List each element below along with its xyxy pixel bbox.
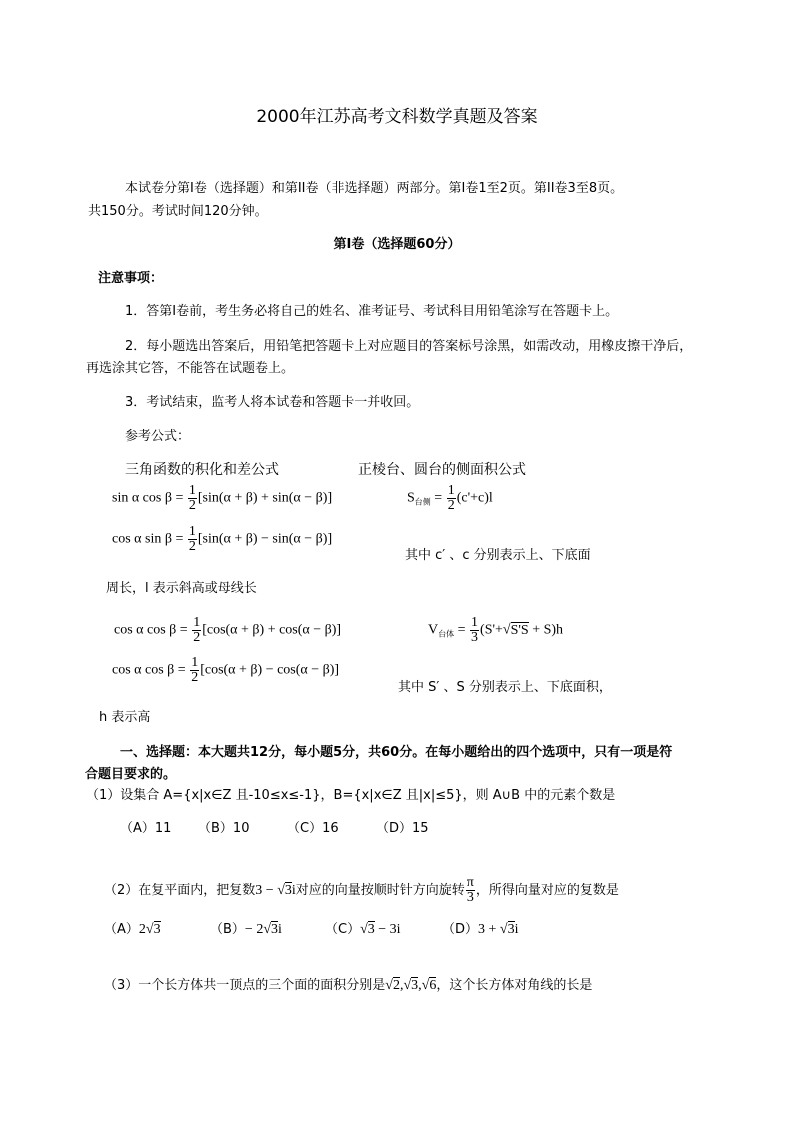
fraction: $\frac{1}{2}$ xyxy=(191,655,199,685)
notice-heading: 注意事项： xyxy=(98,271,164,286)
formulas-heading: 参考公式： xyxy=(125,429,191,444)
fraction: $\frac{1}{3}$ xyxy=(471,615,479,645)
volume-note: 其中 S′ 、S 分别表示上、下底面积， xyxy=(398,680,612,695)
question-1: （1）设集合 A={x|x∈Z 且-10≤x≤-1}，B={x|x∈Z 且|x|≤5}，则 A∪B 中的元素个数是 xyxy=(86,788,616,803)
fraction: $\frac{1}{2}$ xyxy=(193,615,201,645)
notice-item-2-cont: 再选涂其它答，不能答在试题卷上。 xyxy=(86,361,295,376)
formula-lateral-area: $S_{台侧}$ = $\frac{1}{2}$ (c'+c)l xyxy=(407,483,493,513)
formula-rhs: [sin(α + β) + sin(α − β)] xyxy=(197,490,333,506)
frustum-heading: 正棱台、圆台的侧面积公式 xyxy=(358,462,526,478)
notice-item-1: 1．答第I卷前，考生务必将自己的姓名、准考证号、考试科目用铅笔涂写在答题卡上。 xyxy=(125,304,619,319)
q2-option-c: （C）√3 − 3i xyxy=(325,922,401,937)
q2-option-a: （A）2√3 xyxy=(104,922,161,937)
q2-option-d: （D）3 + √3i xyxy=(442,922,519,937)
lateral-area-note: 其中 c′ 、c 分别表示上、下底面 xyxy=(405,548,591,563)
formula-cos-cos-minus xyxy=(112,656,339,685)
notice-item-2: 2．每小题选出答案后，用铅笔把答题卡上对应题目的答案标号涂黑，如需改动，用橡皮擦干净后， xyxy=(125,339,693,354)
fraction: $\frac{1}{2}$ xyxy=(188,483,196,513)
formula-cos-cos-plus xyxy=(114,616,341,645)
q1-option-d: （D）15 xyxy=(376,821,429,836)
formula-lhs: cos α cos β = xyxy=(114,622,188,638)
formula-cos-sin xyxy=(112,525,332,554)
section1-heading: 一、选择题：本大题共12分，每小题5分，共60分。在每小题给出的四个选项中，只有一项是符 xyxy=(120,745,673,760)
formula-rhs: [sin(α + β) − sin(α − β)] xyxy=(197,531,333,547)
q1-option-b: （B）10 xyxy=(198,821,250,836)
notice-item-3: 3．考试结束，监考人将本试卷和答题卡一并收回。 xyxy=(125,395,420,410)
trig-heading: 三角函数的积化和差公式 xyxy=(125,462,279,478)
fraction: $\frac{1}{2}$ xyxy=(447,483,455,513)
formula-rhs: [cos(α + β) − cos(α − β)] xyxy=(200,662,340,678)
lateral-area-note-cont: 周长，l 表示斜高或母线长 xyxy=(106,581,257,596)
formula-lhs: cos α sin β = xyxy=(112,531,184,547)
formula-rhs: [cos(α + β) + cos(α − β)] xyxy=(202,622,342,638)
q2-option-b: （B）− 2√3i xyxy=(210,922,282,937)
formula-volume: $V_{台体}$ = $\frac{1}{3}$ (S'+√S'S + S)h xyxy=(428,615,564,645)
intro-line-1: 本试卷分第I卷（选择题）和第II卷（非选择题）两部分。第I卷1至2页。第II卷3至8页。 xyxy=(125,181,624,196)
fraction: $\frac{1}{2}$ xyxy=(188,524,196,554)
formula-lhs: sin α cos β = xyxy=(112,490,184,506)
document-title: 2000年江苏高考文科数学真题及答案 xyxy=(256,107,538,127)
intro-line-2: 共150分。考试时间120分钟。 xyxy=(88,204,268,219)
formula-sin-cos xyxy=(112,484,332,513)
formula-lhs: cos α cos β = xyxy=(112,662,186,678)
q1-option-a: （A）11 xyxy=(120,821,172,836)
section1-heading-cont: 合题目要求的。 xyxy=(85,767,177,782)
question-3: （3）一个长方体共一顶点的三个面的面积分别是√2,√3,√6，这个长方体对角线的长是 xyxy=(104,978,593,993)
q1-option-c: （C）16 xyxy=(287,821,339,836)
fraction: $\frac{\pi}{3}$ xyxy=(466,875,474,905)
volume-note-cont: h 表示高 xyxy=(99,710,151,725)
question-2: （2）在复平面内，把复数3 − √3i对应的向量按顺时针方向旋转 $\frac{\pi}{3}$ ，所得向量对应的复数是 xyxy=(104,875,619,905)
part1-heading: 第I卷（选择题60分） xyxy=(333,237,461,252)
